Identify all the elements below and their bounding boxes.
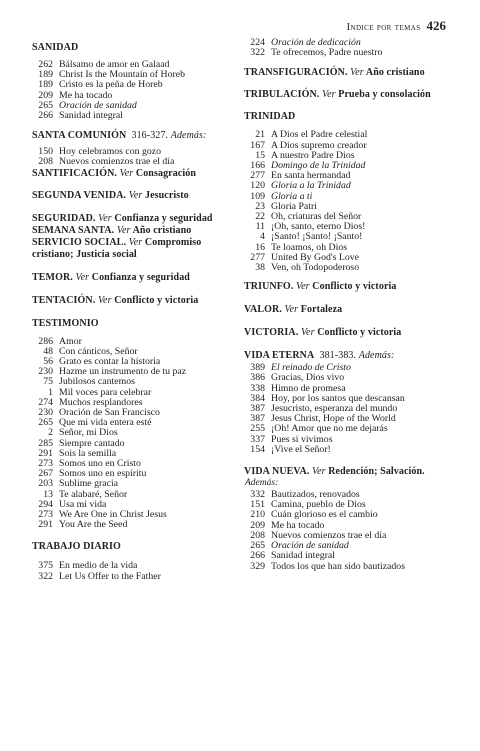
hymn-title: Cuán glorioso es el cambio [271, 509, 378, 521]
list-item [32, 572, 242, 582]
entry-list [244, 363, 450, 455]
cross-reference: Conflicto y victoria [114, 294, 199, 306]
hymn-number: 294 [38, 498, 53, 510]
hymn-number: 266 [38, 110, 53, 122]
hymn-title: Gloria a ti [271, 190, 313, 202]
hymn-number: 224 [250, 37, 265, 48]
hymn-title: You Are the Seed [59, 519, 128, 531]
hymn-title: Jesucristo, esperanza del mundo [271, 403, 398, 415]
hymn-title: Camina, pueblo de Dios [271, 499, 366, 511]
hymn-title: We Are One in Christ Jesus [59, 509, 167, 521]
hymn-title: Amor [59, 335, 82, 347]
hymn-title: Me ha tocado [271, 519, 325, 531]
section-title: VALOR. [244, 304, 282, 316]
cross-reference: Confianza y seguridad [91, 271, 190, 283]
hymn-number: 291 [38, 519, 53, 531]
list-item [244, 562, 450, 572]
section-title: TRIUNFO. [244, 281, 294, 293]
see-label: Ver [75, 271, 90, 283]
entry-list [32, 147, 242, 167]
see-label: Ver [311, 466, 326, 478]
cross-reference: Conflicto y victoria [312, 281, 397, 293]
hymn-title: Nuevos comienzos trae el día [271, 529, 387, 541]
hymn-number: 273 [38, 509, 53, 521]
section-heading [244, 327, 450, 339]
entry-list [244, 490, 450, 572]
hymn-number: 265 [38, 417, 53, 429]
section-heading [32, 225, 242, 237]
hymn-title: Oración de San Francisco [59, 407, 160, 419]
hymn-title: Oración de sanidad [271, 540, 349, 552]
hymn-number: 375 [38, 560, 53, 572]
list-item [244, 263, 450, 273]
hymn-title: Sublime gracia [59, 478, 119, 490]
section-title: VIDA NUEVA. [244, 466, 310, 478]
hymn-number: 120 [250, 180, 265, 192]
hymn-title: Gracias, Dios vivo [271, 372, 345, 384]
hymn-number: 166 [250, 160, 265, 172]
hymn-title: Oración de dedicación [271, 37, 361, 48]
hymn-title: Hazme un instrumento de tu paz [59, 366, 187, 378]
section-heading [244, 350, 450, 362]
section-heading [244, 111, 450, 123]
see-label: Ver [119, 167, 134, 179]
entry-list [32, 561, 242, 581]
section-title: SERVICIO SOCIAL. [32, 236, 127, 248]
cross-reference: Conflicto y victoria [317, 327, 402, 339]
hymn-number: 4 [260, 231, 265, 243]
hymn-number: 209 [38, 89, 53, 101]
hymn-title: Christ Is the Mountain of Horeb [59, 69, 185, 81]
hymn-number: 75 [43, 376, 53, 388]
section-refs: 381-383. [319, 350, 357, 362]
hymn-title: Sanidad integral [59, 110, 123, 122]
hymn-number: 23 [255, 200, 265, 212]
section-title: TEMOR. [32, 271, 73, 283]
index-column-left [32, 38, 242, 582]
section-heading [244, 67, 450, 79]
section-title: SANTIFICACIÓN. [32, 167, 118, 179]
hymn-title: Siempre cantado [59, 437, 125, 449]
see-label: Ver [98, 212, 112, 224]
section-heading [32, 130, 242, 142]
hymn-number: 13 [43, 488, 53, 500]
hymn-number: 109 [250, 190, 265, 202]
hymn-title: En santa hermandad [271, 170, 351, 182]
hymn-number: 209 [250, 519, 265, 531]
hymn-number: 274 [38, 396, 53, 408]
hymn-number: 56 [43, 356, 53, 368]
section-heading [32, 237, 242, 261]
see-label: Ver [97, 294, 112, 306]
section-heading [244, 89, 450, 101]
hymn-number: 332 [250, 489, 265, 501]
hymn-title: En medio de la vida [59, 560, 138, 572]
hymn-title: Himno de promesa [271, 382, 346, 394]
cross-reference: Compromiso cristiano; Justicia social [32, 236, 202, 260]
section-title: SANTA COMUNIÓN [32, 130, 127, 142]
section-title: VIDA ETERNA [244, 350, 315, 362]
header-title: Indice por temas [346, 22, 421, 33]
hymn-title: A Dios el Padre celestial [271, 129, 368, 141]
hymn-number: 387 [250, 413, 265, 425]
hymn-title: A nuestro Padre Dios [271, 149, 355, 161]
hymn-number: 387 [250, 403, 265, 415]
list-item [32, 520, 242, 530]
hymn-title: Bautizados, renovados [271, 489, 360, 501]
hymn-title: ¡Santo! ¡Santo! ¡Santo! [271, 231, 363, 243]
hymn-title: A Dios supremo creador [271, 139, 367, 151]
hymn-title: Nuevos comienzos trae el día [59, 156, 175, 168]
hymn-title: Grato es contar la historia [59, 356, 161, 368]
see-label: Ver [300, 327, 315, 339]
hymn-title: Sanidad integral [271, 550, 335, 562]
section-heading [32, 318, 242, 330]
hymn-title: Hoy celebramos con gozo [59, 146, 162, 158]
hymn-number: 16 [255, 241, 265, 253]
hymn-title: Sois la semilla [59, 447, 117, 459]
page-header [347, 18, 446, 34]
hymn-number: 389 [250, 362, 265, 374]
section-title: TRIBULACIÓN. [244, 89, 320, 101]
list-item [244, 445, 450, 455]
see-label: Ver [128, 236, 143, 248]
hymn-title: Let Us Offer to the Father [59, 570, 161, 582]
section-title: TENTACIÓN. [32, 294, 96, 306]
section-title: TESTIMONIO [32, 317, 99, 329]
hymn-title: ¡Vive el Señor! [271, 443, 331, 455]
hymn-title: Te loamos, oh Dios [271, 241, 348, 253]
section-heading [244, 304, 450, 316]
hymn-number: 262 [38, 59, 53, 70]
entry-list [244, 38, 450, 58]
hymn-title: Somos uno en espíritu [59, 468, 147, 480]
hymn-title: Te alabaré, Señor [59, 488, 128, 500]
cross-reference: Consagración [135, 167, 196, 179]
section-title: VICTORIA. [244, 327, 299, 339]
hymn-number: 48 [43, 345, 53, 357]
hymn-title: El reinado de Cristo [271, 362, 351, 374]
hymn-title: United By God's Love [271, 251, 360, 263]
hymn-number: 11 [255, 221, 265, 233]
see-label: Ver [296, 281, 310, 293]
section-title: TRINIDAD [244, 111, 296, 123]
section-heading [244, 466, 450, 478]
cross-reference: Prueba y consolación [338, 89, 431, 101]
section-heading [32, 295, 242, 307]
hymn-title: Domingo de la Trinidad [271, 160, 366, 172]
section-title: TRANSFIGURACIÓN. [244, 67, 348, 79]
hymn-number: 265 [38, 99, 53, 111]
list-item [244, 48, 450, 58]
hymn-number: 208 [250, 529, 265, 541]
cross-reference: Año cristiano [132, 224, 192, 236]
hymn-title: Hoy, por los santos que descansan [271, 392, 405, 404]
hymn-title: ¡Oh, santo, eterno Dios! [271, 221, 366, 233]
section-subheading: Además: [245, 478, 279, 489]
hymn-number: 322 [38, 570, 53, 582]
hymn-number: 267 [38, 468, 53, 480]
cross-reference: Fortaleza [300, 304, 343, 316]
hymn-number: 21 [255, 129, 265, 141]
hymn-number: 154 [250, 443, 265, 455]
hymn-number: 386 [250, 372, 265, 384]
hymn-title: Oh, criaturas del Señor [271, 211, 362, 223]
hymn-number: 277 [250, 170, 265, 182]
entry-list [32, 60, 242, 121]
section-refs: 316-327. [131, 130, 169, 142]
section-title: SEGUNDA VENIDA. [32, 189, 127, 201]
hymn-number: 150 [38, 146, 53, 158]
hymn-title: Bálsamo de amor en Galaad [59, 59, 170, 70]
hymn-number: 322 [250, 47, 265, 59]
hymn-title: Pues si vivimos [271, 433, 333, 445]
section-title: SEGURIDAD. [32, 212, 96, 224]
hymn-title: Oración de sanidad [59, 99, 137, 111]
hymn-title: Te ofrecemos, Padre nuestro [271, 47, 383, 59]
cross-reference: Confianza y seguridad [114, 212, 213, 224]
hymn-title: Jesus Christ, Hope of the World [271, 413, 396, 425]
hymn-number: 337 [250, 433, 265, 445]
hymn-number: 291 [38, 447, 53, 459]
section-heading [32, 190, 242, 202]
hymn-number: 2 [48, 427, 53, 439]
hymn-title: ¡Oh! Amor que no me dejarás [271, 423, 388, 435]
hymn-title: Usa mi vida [59, 498, 107, 510]
hymn-title: Mil voces para celebrar [59, 386, 152, 398]
see-label: Además: [170, 130, 207, 142]
hymn-number: 230 [38, 407, 53, 419]
hymn-title: Me ha tocado [59, 89, 113, 101]
section-title: TRABAJO DIARIO [32, 541, 121, 553]
section-heading [244, 281, 450, 293]
entry-list [32, 337, 242, 531]
section-heading [32, 213, 242, 225]
hymn-title: Cristo es la peña de Horeb [59, 79, 163, 91]
hymn-title: Gloria Patri [271, 200, 317, 212]
hymn-number: 210 [250, 509, 265, 521]
cross-reference: Redención; Salvación. [328, 466, 425, 478]
hymn-number: 167 [250, 139, 265, 151]
hymn-title: Ven, oh Todopoderoso [271, 262, 360, 274]
hymn-number: 22 [255, 211, 265, 223]
hymn-number: 286 [38, 335, 53, 347]
hymn-title: Con cánticos, Señor [59, 345, 138, 357]
see-label: Ver [128, 189, 143, 201]
cross-reference: Año cristiano [365, 67, 425, 79]
hymn-number: 208 [38, 156, 53, 168]
list-item [32, 157, 242, 167]
hymn-number: 189 [38, 69, 53, 81]
hymn-title: Todos los que han sido bautizados [271, 560, 406, 572]
hymn-title: Señor, mi Dios [59, 427, 118, 439]
hymn-number: 265 [250, 540, 265, 552]
index-column-right [244, 38, 450, 572]
hymn-title: Gloria a la Trinidad [271, 180, 351, 192]
section-heading [32, 541, 242, 553]
cross-reference: Jesucristo [144, 189, 189, 201]
see-label: Ver [284, 304, 299, 316]
section-title: SEMANA SANTA. [32, 224, 115, 236]
list-item [32, 111, 242, 121]
see-label: Además: [358, 350, 395, 362]
hymn-number: 255 [250, 423, 265, 435]
hymn-title: Jubilosos cantemos [59, 376, 135, 388]
section-heading [32, 272, 242, 284]
hymn-number: 15 [255, 149, 265, 161]
hymn-number: 266 [250, 550, 265, 562]
section-title: SANIDAD [32, 42, 79, 53]
hymn-number: 230 [38, 366, 53, 378]
hymn-number: 151 [250, 499, 265, 511]
hymn-number: 1 [48, 386, 53, 398]
hymn-number: 38 [255, 262, 265, 274]
hymn-number: 338 [250, 382, 265, 394]
section-heading [32, 168, 242, 180]
hymn-number: 384 [250, 392, 265, 404]
section-heading [32, 42, 242, 54]
hymn-title: Muchos resplandores [59, 396, 143, 408]
page-number: 426 [426, 18, 446, 33]
hymn-number: 203 [38, 478, 53, 490]
hymn-number: 277 [250, 251, 265, 263]
list-item [244, 551, 450, 561]
see-label: Ver [116, 224, 131, 236]
hymn-title: Somos uno en Cristo [59, 458, 141, 470]
hymn-number: 329 [250, 560, 265, 572]
see-label: Ver [350, 67, 364, 79]
entry-list [244, 130, 450, 273]
hymn-number: 285 [38, 437, 53, 449]
hymn-title: Que mi vida entera esté [59, 417, 152, 429]
hymn-number: 189 [38, 79, 53, 91]
hymn-number: 273 [38, 458, 53, 470]
see-label: Ver [322, 89, 336, 101]
